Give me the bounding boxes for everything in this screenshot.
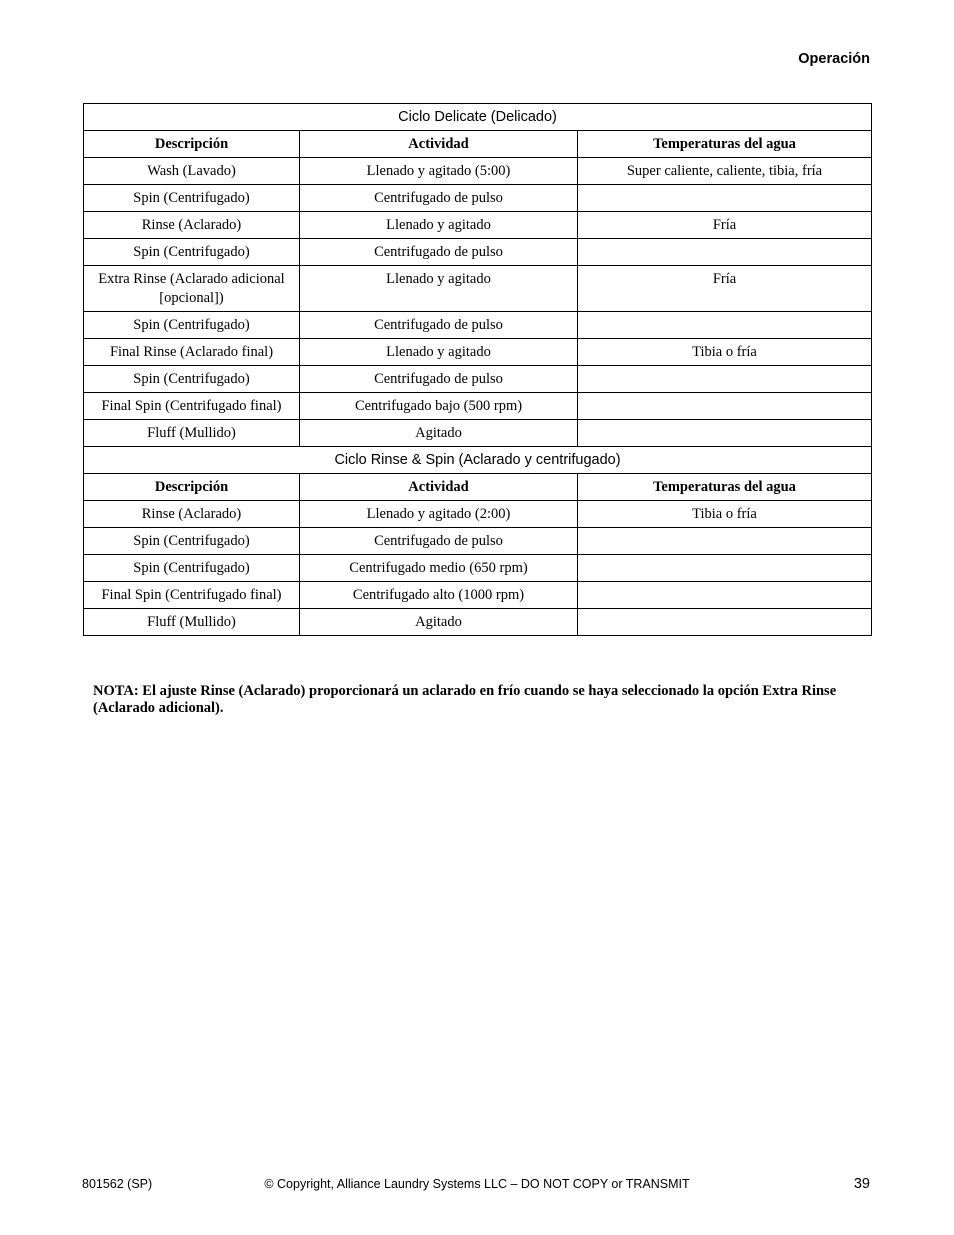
cell-description: Final Spin (Centrifugado final) [84, 582, 300, 609]
cell-activity: Centrifugado de pulso [300, 528, 578, 555]
table-row [84, 185, 872, 212]
cell-water-temp [578, 239, 872, 266]
cell-activity: Agitado [300, 420, 578, 447]
cell-description: Fluff (Mullido) [84, 420, 300, 447]
page-section-title: Operación [798, 51, 870, 67]
cell-water-temp [578, 555, 872, 582]
cell-water-temp [578, 393, 872, 420]
cell-water-temp [578, 312, 872, 339]
cell-description: Wash (Lavado) [84, 158, 300, 185]
table-row [84, 501, 872, 528]
cycle-table [83, 103, 872, 636]
cell-description: Rinse (Aclarado) [84, 212, 300, 239]
footer-page-number: 39 [853, 1176, 870, 1192]
cell-description: Spin (Centrifugado) [84, 239, 300, 266]
column-header-activity: Actividad [300, 131, 578, 158]
cell-activity: Llenado y agitado [300, 339, 578, 366]
table-row [84, 528, 872, 555]
cell-water-temp: Fría [578, 212, 872, 239]
cell-activity: Centrifugado de pulso [300, 312, 578, 339]
cell-activity: Llenado y agitado [300, 266, 578, 312]
table-row [84, 339, 872, 366]
footer-doc-number: 801562 (SP) [82, 1177, 153, 1191]
cell-water-temp [578, 420, 872, 447]
column-header-water-temp: Temperaturas del agua [578, 131, 872, 158]
cell-activity: Llenado y agitado [300, 212, 578, 239]
cell-description: Spin (Centrifugado) [84, 555, 300, 582]
table-row [84, 212, 872, 239]
table-row [84, 609, 872, 636]
cell-water-temp: Fría [578, 266, 872, 312]
table-row [84, 266, 872, 312]
cell-water-temp [578, 609, 872, 636]
table-row [84, 420, 872, 447]
cell-water-temp [578, 582, 872, 609]
cell-water-temp [578, 528, 872, 555]
column-header-description: Descripción [84, 131, 300, 158]
section-title-row [84, 104, 872, 131]
section-title-row [84, 447, 872, 474]
cell-activity: Centrifugado de pulso [300, 185, 578, 212]
cell-activity: Centrifugado medio (650 rpm) [300, 555, 578, 582]
table-row [84, 312, 872, 339]
cell-activity: Centrifugado de pulso [300, 239, 578, 266]
section-title: Ciclo Delicate (Delicado) [84, 104, 872, 131]
cell-water-temp [578, 185, 872, 212]
note-text: NOTA: El ajuste Rinse (Aclarado) proporcionará un aclarado en frío cuando se haya seleccionado la opción Extra Rinse (Aclarado adicional). [93, 683, 837, 716]
column-header-water-temp: Temperaturas del agua [578, 474, 872, 501]
column-header-description: Descripción [84, 474, 300, 501]
cell-description: Spin (Centrifugado) [84, 312, 300, 339]
cell-description: Spin (Centrifugado) [84, 185, 300, 212]
table-row [84, 239, 872, 266]
cell-description: Rinse (Aclarado) [84, 501, 300, 528]
cell-description: Spin (Centrifugado) [84, 528, 300, 555]
table-row [84, 393, 872, 420]
table-row [84, 555, 872, 582]
cell-description: Spin (Centrifugado) [84, 366, 300, 393]
cell-water-temp: Tibia o fría [578, 501, 872, 528]
cell-water-temp [578, 366, 872, 393]
cell-activity: Agitado [300, 609, 578, 636]
cell-activity: Llenado y agitado (2:00) [300, 501, 578, 528]
table-row [84, 158, 872, 185]
cell-activity: Centrifugado de pulso [300, 366, 578, 393]
footer-copyright: © Copyright, Alliance Laundry Systems LLC – DO NOT COPY or TRANSMIT [264, 1177, 690, 1191]
cell-activity: Llenado y agitado (5:00) [300, 158, 578, 185]
cell-activity: Centrifugado alto (1000 rpm) [300, 582, 578, 609]
cell-activity: Centrifugado bajo (500 rpm) [300, 393, 578, 420]
cell-description: Extra Rinse (Aclarado adicional [opcional]) [84, 266, 300, 312]
column-header-activity: Actividad [300, 474, 578, 501]
column-header-row [84, 131, 872, 158]
table-row [84, 582, 872, 609]
cell-description: Final Spin (Centrifugado final) [84, 393, 300, 420]
column-header-row [84, 474, 872, 501]
cell-water-temp: Tibia o fría [578, 339, 872, 366]
cell-description: Fluff (Mullido) [84, 609, 300, 636]
cell-water-temp: Super caliente, caliente, tibia, fría [578, 158, 872, 185]
cell-description: Final Rinse (Aclarado final) [84, 339, 300, 366]
table-row [84, 366, 872, 393]
section-title: Ciclo Rinse & Spin (Aclarado y centrifugado) [84, 447, 872, 474]
